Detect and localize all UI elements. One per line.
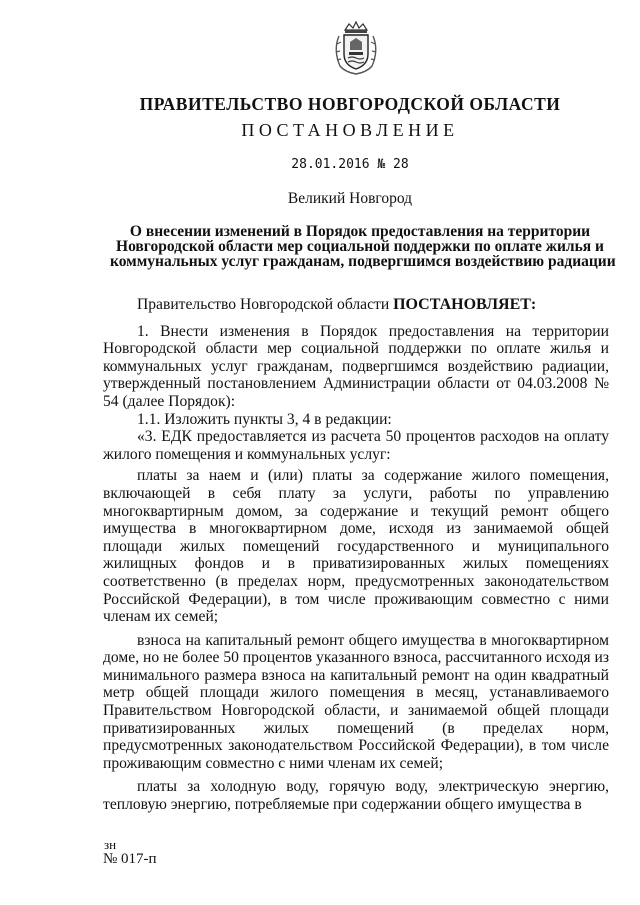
coat-of-arms-icon xyxy=(331,20,381,76)
paragraph-1-1: 1.1. Изложить пункты 3, 4 в редакции: xyxy=(137,410,392,428)
lead-text: Правительство Новгородской области xyxy=(137,296,394,313)
city: Великий Новгород xyxy=(287,190,413,207)
title-line: коммунальных услуг гражданам, подвергшимся воздействию радиации xyxy=(110,253,616,270)
date-and-number: 28.01.2016 № 28 xyxy=(291,157,409,172)
title-line: О внесении изменений в Порядок предоставления на территории xyxy=(129,223,591,240)
resolution-lead xyxy=(103,296,609,314)
government-name: ПРАВИТЕЛЬСТВО НОВГОРОДСКОЙ ОБЛАСТИ xyxy=(139,94,561,114)
paragraph-1: 1. Внести изменения в Порядок предоставления на территории Новгородской области мер социальной поддержки по оплате жилья и коммунальных услуг гражданам, подвергшимся воздействию радиации, утвержденный постановлением Администрации области от 04.03.2008 № 54 (далее Порядок): xyxy=(103,322,609,410)
paragraph-utilities: платы за холодную воду, горячую воду, электрическую энергию, тепловую энергию, потребляемые при содержании общего имущества в xyxy=(103,778,609,814)
lead-bold: ПОСТАНОВЛЯЕТ: xyxy=(393,296,537,313)
paragraph-3: «3. ЕДК предоставляется из расчета 50 процентов расходов на оплату жилого помещения и коммунальных услуг: xyxy=(103,428,609,463)
executor-initials: зн xyxy=(104,837,117,852)
document-number: № 017-п xyxy=(103,851,157,867)
title-line: Новгородской области мер социальной поддержки по оплате жилья и xyxy=(116,238,604,255)
paragraph-capital-repair: взноса на капитальный ремонт общего имущества в многоквартирном доме, но не более 50 процентов указанного взноса, рассчитанного исходя из минимального размера взноса на капитальный ремонт на один квадратный метр общей площади жилого помещения в месяц, устанавливаемого Правительством Новгородской области, и занимаемой общей площади приватизированных жилых помещений (в пределах норм, предусмотренных законодательством Российской Федерации), в том числе проживающим совместно с ними членам их семей; xyxy=(103,631,609,772)
paragraph-rent: платы за наем и (или) платы за содержание жилого помещения, включающей в себя плату за услуги, работы по управлению многоквартирным домом, за содержание и текущий ремонт общего имущества в многоквартирном доме, исходя из занимаемой общей площади жилых помещений государственного и муниципального жилищных фондов и в приватизированных жилых помещениях соответственно (в пределах норм, предусмотренных законодательством Российской Федерации), в том числе проживающим совместно с ними членам их семей; xyxy=(103,467,609,626)
document-title xyxy=(110,223,616,270)
document-body xyxy=(103,296,609,814)
document-type: ПОСТАНОВЛЕНИЕ xyxy=(241,120,459,140)
